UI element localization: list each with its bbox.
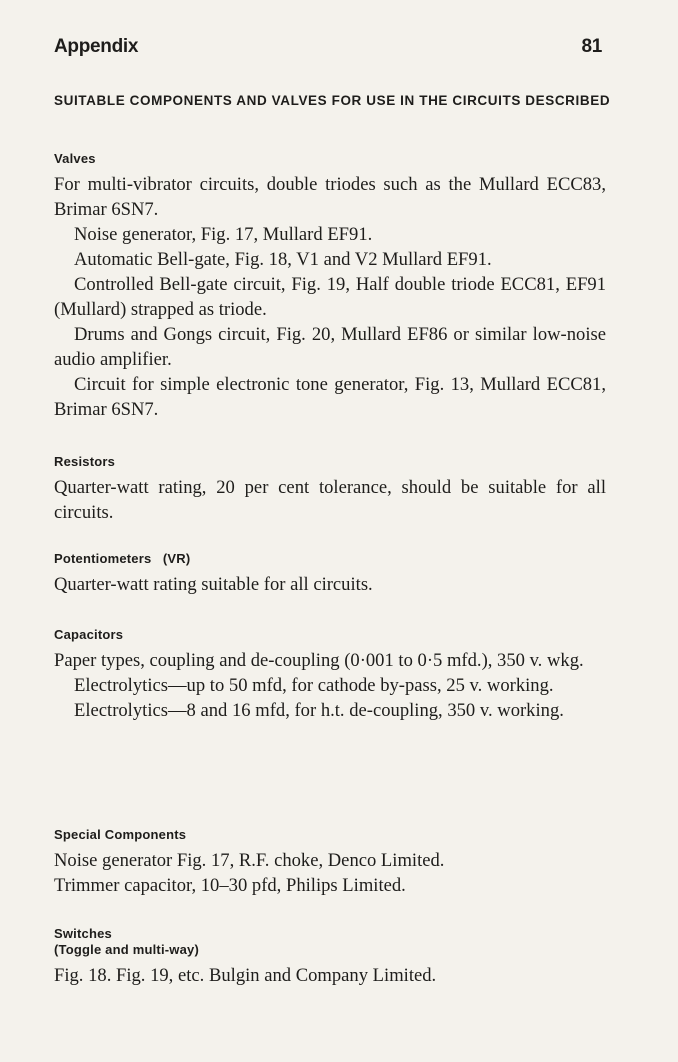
section-switches — [54, 926, 606, 988]
paragraph: Automatic Bell-gate, Fig. 18, V1 and V2 Mullard EF91. — [74, 249, 492, 270]
section-heading-capacitors: Capacitors — [54, 627, 124, 642]
heading-text: Switches — [54, 926, 112, 941]
section-heading-potentiometers — [54, 551, 606, 567]
paragraph: Quarter-watt rating, 20 per cent tolerance, should be suitable for all circuits. — [54, 477, 606, 523]
section-potentiometers — [54, 551, 606, 597]
paragraph: Noise generator Fig. 17, R.F. choke, Denco Limited. — [54, 850, 445, 871]
paragraph: Circuit for simple electronic tone generator, Fig. 13, Mullard ECC81, Brimar 6SN7. — [54, 374, 606, 420]
section-heading-special-components: Special Components — [54, 827, 187, 842]
paragraph: Fig. 18. Fig. 19, etc. Bulgin and Company Limited. — [54, 965, 437, 986]
paragraph: Paper types, coupling and de-coupling (0·001 to 0·5 mfd.), 350 v. wkg. — [54, 650, 584, 671]
section-valves — [54, 151, 606, 422]
paragraph: Noise generator, Fig. 17, Mullard EF91. — [74, 224, 373, 245]
paragraph: Quarter-watt rating suitable for all circuits. — [54, 574, 373, 595]
paragraph: Controlled Bell-gate circuit, Fig. 19, Half double triode ECC81, EF91 (Mullard) strapped as triode. — [54, 274, 606, 320]
running-head — [54, 36, 602, 60]
heading-subtitle: (Toggle and multi-way) — [54, 942, 199, 957]
paragraph: Drums and Gongs circuit, Fig. 20, Mullard EF86 or similar low-noise audio amplifier. — [54, 324, 606, 370]
heading-text: Potentiometers — [54, 551, 152, 566]
section-heading-valves: Valves — [54, 151, 96, 166]
paragraph: Electrolytics—8 and 16 mfd, for h.t. de-coupling, 350 v. working. — [74, 700, 564, 721]
paragraph: Electrolytics—up to 50 mfd, for cathode by-pass, 25 v. working. — [74, 675, 554, 696]
section-special-components — [54, 827, 606, 898]
section-resistors — [54, 454, 606, 525]
heading-suffix: (VR) — [162, 551, 191, 566]
section-heading-switches — [54, 926, 606, 958]
section-capacitors — [54, 627, 606, 723]
section-heading-resistors: Resistors — [54, 454, 116, 469]
page-number: 81 — [581, 36, 602, 57]
paragraph: Trimmer capacitor, 10–30 pfd, Philips Limited. — [54, 875, 406, 896]
chapter-title: Appendix — [54, 36, 139, 57]
paragraph: For multi-vibrator circuits, double triodes such as the Mullard ECC83, Brimar 6SN7. — [54, 174, 606, 220]
main-heading: SUITABLE COMPONENTS AND VALVES FOR USE IN THE CIRCUITS DESCRIBED — [54, 93, 611, 108]
